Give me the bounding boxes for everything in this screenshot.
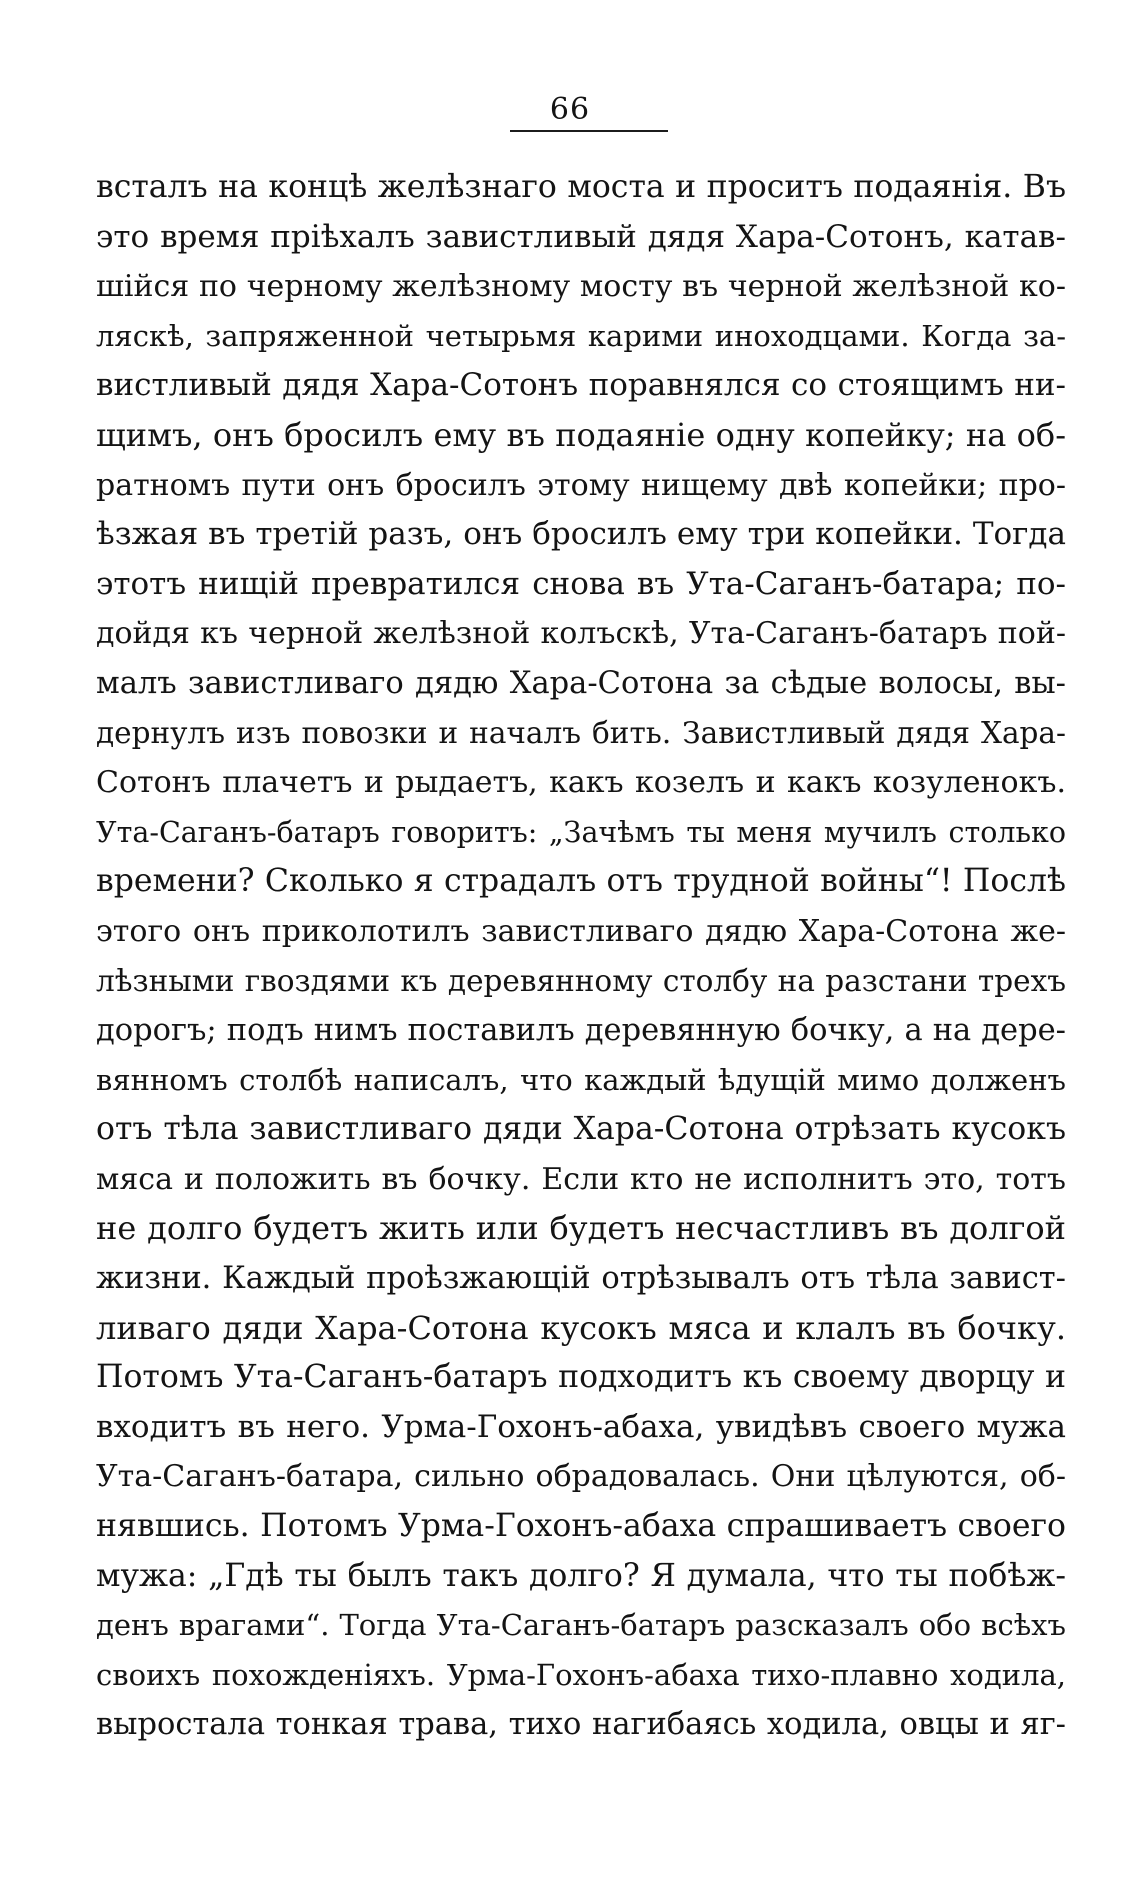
page-number: 66 [549, 92, 591, 127]
text-line: отъ тѣла завистливаго дяди Хара-Сотона отрѣзать кусокъ [96, 1111, 1066, 1148]
text-line: своихъ похожденіяхъ. Урма-Гохонъ-абаха тихо-плавно ходила, [96, 1657, 1066, 1692]
text-line: дойдя къ черной желѣзной колъскѣ, Ута-Саганъ-батаръ пой- [96, 616, 1066, 652]
text-line: лѣзными гвоздями къ деревянному столбу на разстани трехъ [96, 963, 1066, 998]
text-line: ѣзжая въ третій разъ, онъ бросилъ ему три копейки. Тогда [96, 516, 1066, 553]
text-line: времени? Сколько я страдалъ отъ трудной войны“! Послѣ [96, 863, 1066, 900]
text-line: шійся по черному желѣзному мосту въ черной желѣзной ко- [96, 269, 1066, 305]
text-line: жизни. Каждый проѣзжающій отрѣзывалъ отъ тѣла завист- [96, 1261, 1066, 1297]
text-line: малъ завистливаго дядю Хара-Сотона за сѣдые волосы, вы- [96, 665, 1066, 701]
text-line: щимъ, онъ бросилъ ему въ подаяніе одну копейку; на об- [96, 415, 1066, 454]
text-line: этотъ нищій превратился снова въ Ута-Саганъ-батара; по- [96, 565, 1066, 602]
text-line: ливаго дяди Хара-Сотона кусокъ мяса и клалъ въ бочку. [96, 1308, 1066, 1347]
text-line: ляскѣ, запряженной четырьмя карими иноходцами. Когда за- [96, 318, 1066, 353]
page-number-rule [510, 130, 668, 132]
text-line: дернулъ изъ повозки и началъ бить. Завистливый дядя Хара- [96, 715, 1066, 750]
text-line: Ута-Саганъ-батара, сильно обрадовалась. Они цѣлуются, об- [96, 1459, 1066, 1495]
text-line: дорогъ; подъ нимъ поставилъ деревянную бочку, а на дере- [96, 1013, 1066, 1049]
text-line: всталъ на концѣ желѣзнаго моста и проситъ подаянія. Въ [96, 169, 1066, 205]
text-line: это время пріѣхалъ завистливый дядя Хара-Сотонъ, катав- [96, 218, 1066, 255]
text-line: этого онъ приколотилъ завистливаго дядю Хара-Сотона же- [96, 913, 1066, 949]
text-line: Ута-Саганъ-батаръ говоритъ: „Зачѣмъ ты меня мучилъ столько [96, 815, 1066, 849]
text-line: входитъ въ него. Урма-Гохонъ-абаха, увидѣвъ своего мужа [96, 1408, 1066, 1445]
text-line: денъ врагами“. Тогда Ута-Саганъ-батаръ разсказалъ обо всѣхъ [96, 1608, 1066, 1643]
text-line: вянномъ столбѣ написалъ, что каждый ѣдущій мимо долженъ [96, 1062, 1066, 1097]
text-line: нявшись. Потомъ Урма-Гохонъ-абаха спрашиваетъ своего [96, 1508, 1066, 1545]
text-line: ратномъ пути онъ бросилъ этому нищему двѣ копейки; про- [96, 467, 1066, 503]
text-line: Сотонъ плачетъ и рыдаетъ, какъ козелъ и какъ козуленокъ. [96, 765, 1066, 801]
text-line: мужа: „Гдѣ ты былъ такъ долго? Я думала, что ты побѣж- [96, 1557, 1066, 1594]
text-line: выростала тонкая трава, тихо нагибаясь ходила, овцы и яг- [96, 1707, 1066, 1743]
body-text [96, 163, 1066, 1750]
text-line: не долго будетъ жить или будетъ несчастливъ въ долгой [96, 1209, 1066, 1248]
text-line: вистливый дядя Хара-Сотонъ поравнялся со стоящимъ ни- [96, 367, 1066, 404]
text-line: мяса и положить въ бочку. Если кто не исполнитъ это, тотъ [96, 1161, 1066, 1197]
text-line: Потомъ Ута-Саганъ-батаръ подходитъ къ своему дворцу и [96, 1359, 1066, 1396]
